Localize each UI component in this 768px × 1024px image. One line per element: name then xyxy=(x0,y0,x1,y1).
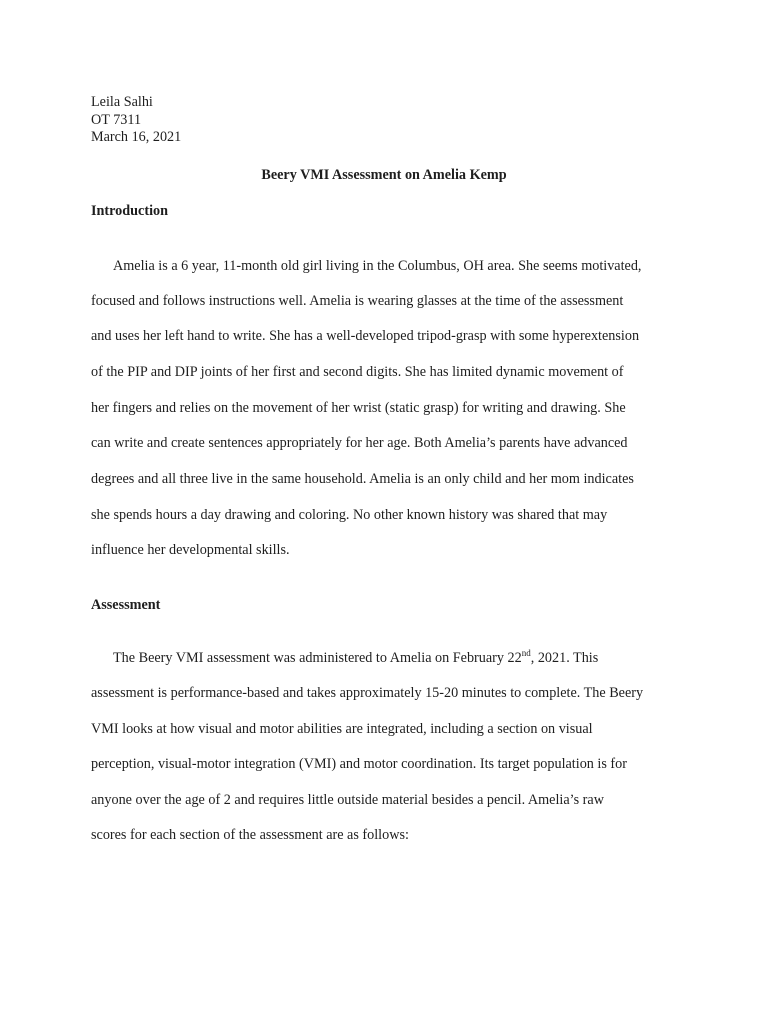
introduction-line: she spends hours a day drawing and coloring. No other known history was shared that may xyxy=(91,507,608,523)
assessment-line xyxy=(113,649,598,667)
assessment-line: anyone over the age of 2 and requires little outside material besides a pencil. Amelia’s raw xyxy=(91,792,604,808)
introduction-line: can write and create sentences appropriately for her age. Both Amelia’s parents have advanced xyxy=(91,435,628,451)
assessment-line: scores for each section of the assessment are as follows: xyxy=(91,827,409,843)
assessment-line-text: , 2021. This xyxy=(530,650,599,666)
introduction-line: of the PIP and DIP joints of her first and second digits. She has limited dynamic movement of xyxy=(91,364,624,380)
introduction-line: Amelia is a 6 year, 11-month old girl living in the Columbus, OH area. She seems motivated, xyxy=(113,258,642,274)
assessment-line-text: The Beery VMI assessment was administered to Amelia on February 22 xyxy=(113,650,522,666)
ordinal-suffix: nd xyxy=(521,648,531,658)
introduction-line: degrees and all three live in the same household. Amelia is an only child and her mom indicates xyxy=(91,471,634,487)
introduction-line: and uses her left hand to write. She has a well-developed tripod-grasp with some hyperextension xyxy=(91,328,640,344)
document-date: March 16, 2021 xyxy=(91,129,182,145)
assessment-line: VMI looks at how visual and motor abilities are integrated, including a section on visual xyxy=(91,721,593,737)
introduction-heading: Introduction xyxy=(91,203,168,219)
author-name: Leila Salhi xyxy=(91,94,153,110)
course-code: OT 7311 xyxy=(91,111,142,128)
document-title: Beery VMI Assessment on Amelia Kemp xyxy=(261,167,507,183)
introduction-line: influence her developmental skills. xyxy=(91,542,290,558)
assessment-line: assessment is performance-based and takes approximately 15-20 minutes to complete. The Beery xyxy=(91,685,644,701)
introduction-line: focused and follows instructions well. Amelia is wearing glasses at the time of the assessment xyxy=(91,293,624,309)
assessment-heading: Assessment xyxy=(91,597,161,613)
assessment-line: perception, visual-motor integration (VMI) and motor coordination. Its target population is for xyxy=(91,756,627,772)
document-header xyxy=(91,94,181,147)
introduction-line: her fingers and relies on the movement of her wrist (static grasp) for writing and drawing. She xyxy=(91,400,626,416)
